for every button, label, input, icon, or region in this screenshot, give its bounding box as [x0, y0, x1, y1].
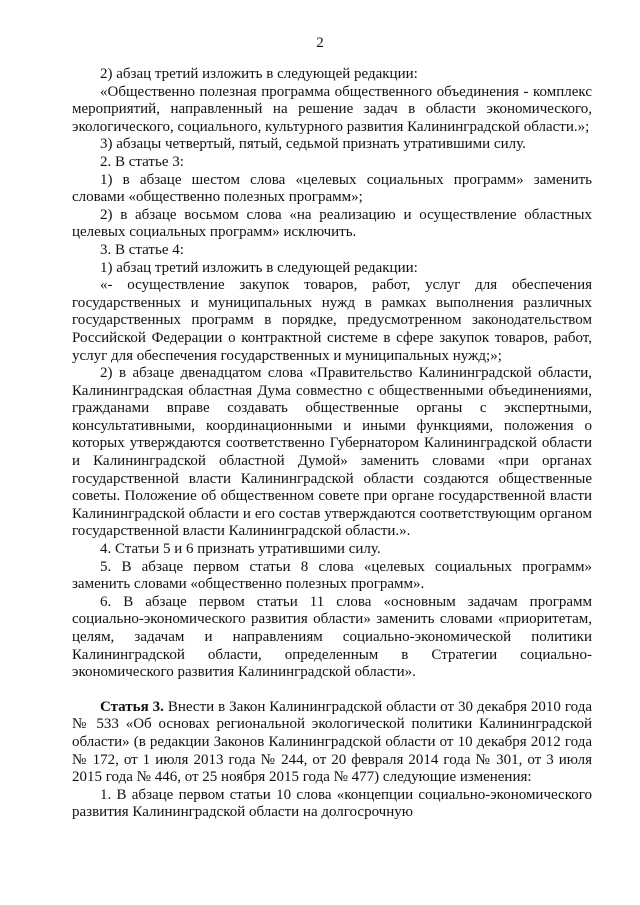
paragraph-definition-quote: «Общественно полезная программа общественного объединения - комплекс мероприятий, направленный на решение задач в области экономического, экологического, социального, культурного развития Калининградской области.»; — [72, 83, 592, 135]
paragraph-article4-item1: 1) абзац третий изложить в следующей редакции: — [100, 259, 418, 276]
paragraph-article3-heading: 2. В статье 3: — [100, 153, 184, 170]
article3-text: Внести в Закон Калининградской области от 30 декабря 2010 года № 533 «Об основах региональной экологической политики Калининградской области» (в редакции Законов Калининградской области от 10 декабря 2012 года № 172, от 1 июля 2013 года № 244, от 20 февраля 2014 года № 301, от 3 июля 2015 года № 446, от 25 ноября 2015 года № 477) следующие изменения: — [72, 698, 592, 786]
paragraph-article4-item2: 2) в абзаце двенадцатом слова «Правительство Калининградской области, Калининградская областная Дума совместно с общественными объединениями, гражданами вправе создавать общественные органы с экспертными, консультативными, координационными и иными функциями, положения о которых утверждаются соответственно Губернатором Калининградской области и Калининградской областной Думой» заменить словами «при органах государственной власти Калининградской области создаются общественные советы. Положение об общественном совете при органе государственной власти Калининградской области и его состав утверждаются соответствующим органом государственной власти Калининградской области.». — [72, 365, 592, 540]
paragraph-article4-heading: 3. В статье 4: — [100, 241, 184, 258]
paragraph-amend-para3: 2) абзац третий изложить в следующей редакции: — [100, 66, 418, 82]
paragraph-law-article3 — [72, 699, 592, 787]
paragraph-article11-amend: 6. В абзаце первом статьи 11 слова «основным задачам программ социально-экономического развития области» заменить словами «приоритетам, целям, задачам и направлениям социально-экономической политики Калининградской области, определенным в Стратегии социально-экономического развития Калининградской области». — [72, 593, 592, 681]
paragraph-articles5-6-repeal: 4. Статьи 5 и 6 признать утратившими силу. — [100, 541, 381, 558]
paragraph-article10-amend: 1. В абзаце первом статьи 10 слова «концепции социально-экономического развития Калининградской области на долгосрочную — [72, 786, 592, 821]
article3-heading: Статья 3. — [100, 698, 164, 715]
page-number: 2 — [316, 35, 324, 51]
paragraph-article8-amend: 5. В абзаце первом статьи 8 слова «целевых социальных программ» заменить словами «общественно полезных программ». — [72, 558, 592, 593]
paragraph-repeal-paras: 3) абзацы четвертый, пятый, седьмой признать утратившими силу. — [100, 136, 526, 153]
paragraph-article3-item2: 2) в абзаце восьмом слова «на реализацию и осуществление областных целевых социальных программ» исключить. — [72, 206, 592, 241]
document-body — [72, 66, 592, 822]
paragraph-procurement-quote: «- осуществление закупок товаров, работ, услуг для обеспечения государственных и муниципальных нужд в рамках выполнения различных государственных программ в порядке, предусмотренном законодательством Российской Федерации о контрактной системе в сфере закупок товаров, работ, услуг для обеспечения государственных и муниципальных нужд;»; — [72, 277, 592, 364]
paragraph-article3-item1: 1) в абзаце шестом слова «целевых социальных программ» заменить словами «общественно полезных программ»; — [72, 171, 592, 206]
